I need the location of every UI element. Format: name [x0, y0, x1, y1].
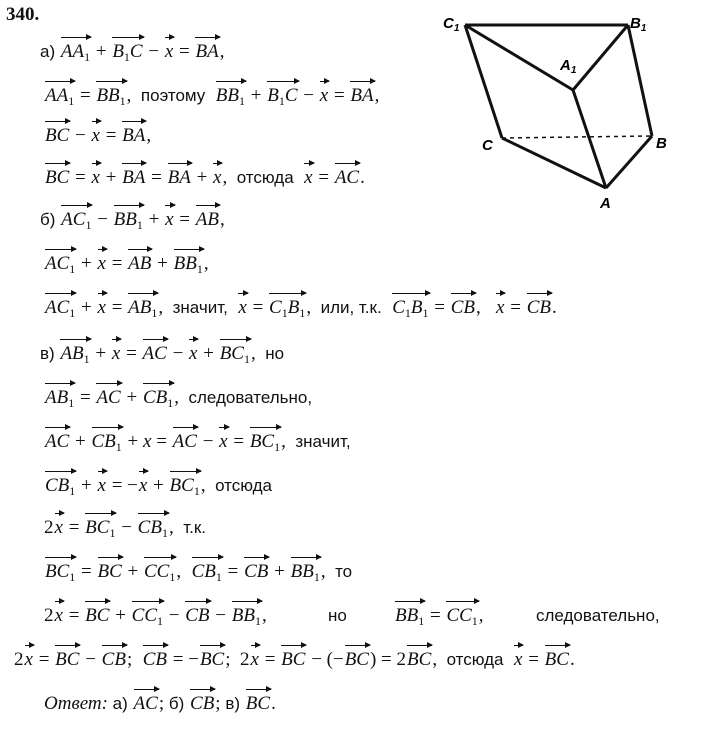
prism-figure [440, 8, 680, 213]
answer-line: Ответ: а) AC; б) CB; в) BC. [44, 693, 276, 714]
line-b-2: $AC_1 + x$ = AB + $BB_1$, [44, 252, 209, 281]
line-v-3: AC + $CB_1 + x$ = AC − $x = BC_1$, значит, [44, 430, 351, 459]
edge-a1-b1 [573, 25, 628, 90]
line-a-4: BC = x + BA = BA + x, отсюда x = AC. [45, 167, 365, 188]
line-v-7: 2x = BC + $CC_1$ − CB − $BB_1$, [44, 604, 267, 633]
line-v-6: $BC_1$ = BC + $CC_1$, $CB_1$ = CB + $BB_1$, то [44, 560, 352, 589]
label-a1: $A_1$ [560, 57, 577, 76]
edge-c1-c [465, 25, 502, 138]
label-a: A [600, 195, 611, 212]
edge-b1-b [628, 25, 652, 136]
line-a-2: $AA_1 = BB_1$, поэтому $BB_1 + B_1C - x$ = BA, [44, 84, 379, 113]
line-a-1: а) $AA_1 + B_1C - x$ = BA, [40, 40, 224, 69]
line-v-7-sled: следовательно, [536, 606, 660, 625]
answer-v: BC [245, 693, 271, 714]
line-b-1: б) $AC_1 - BB_1 + x$ = AB, [40, 208, 225, 237]
line-v-1: в) $AB_1 + x$ = AC − $x + BC_1$, но [40, 342, 284, 371]
problem-number: 340. [6, 4, 40, 25]
line-v-7-eq: $BB_1 = CC_1$, [394, 604, 484, 633]
label-b1: $B_1$ [630, 15, 647, 34]
line-v-5: $2x = BC_1 - CB_1$, т.к. [44, 516, 206, 545]
label-c1: $C_1$ [443, 15, 460, 34]
line-b-3: $AC_1 + x = AB_1$, значит, $x = C_1B_1$, или, т.к. $C_1B_1$ = CB, x = CB. [44, 296, 557, 325]
edge-c-b-hidden [502, 136, 652, 138]
line-v-7-no: но [328, 606, 347, 625]
answer-label: Ответ: [44, 693, 108, 714]
answer-a: AC [133, 693, 158, 714]
line-v-8: 2x = BC − CB; CB = −BC; 2x = BC − (−BC) = 2BC, отсюда x = BC. [14, 649, 575, 670]
line-v-2: $AB_1$ = AC + $CB_1$, следовательно, [44, 386, 312, 415]
edge-a-b [606, 136, 652, 188]
label-b: B [656, 135, 667, 152]
edge-c1-a1 [465, 25, 573, 90]
line-v-4: $CB_1 + x = -x + BC_1$, отсюда [44, 474, 272, 503]
answer-b: CB [190, 693, 215, 714]
label-c: C [482, 137, 493, 154]
line-a-3: BC − x = BA, [45, 125, 152, 146]
